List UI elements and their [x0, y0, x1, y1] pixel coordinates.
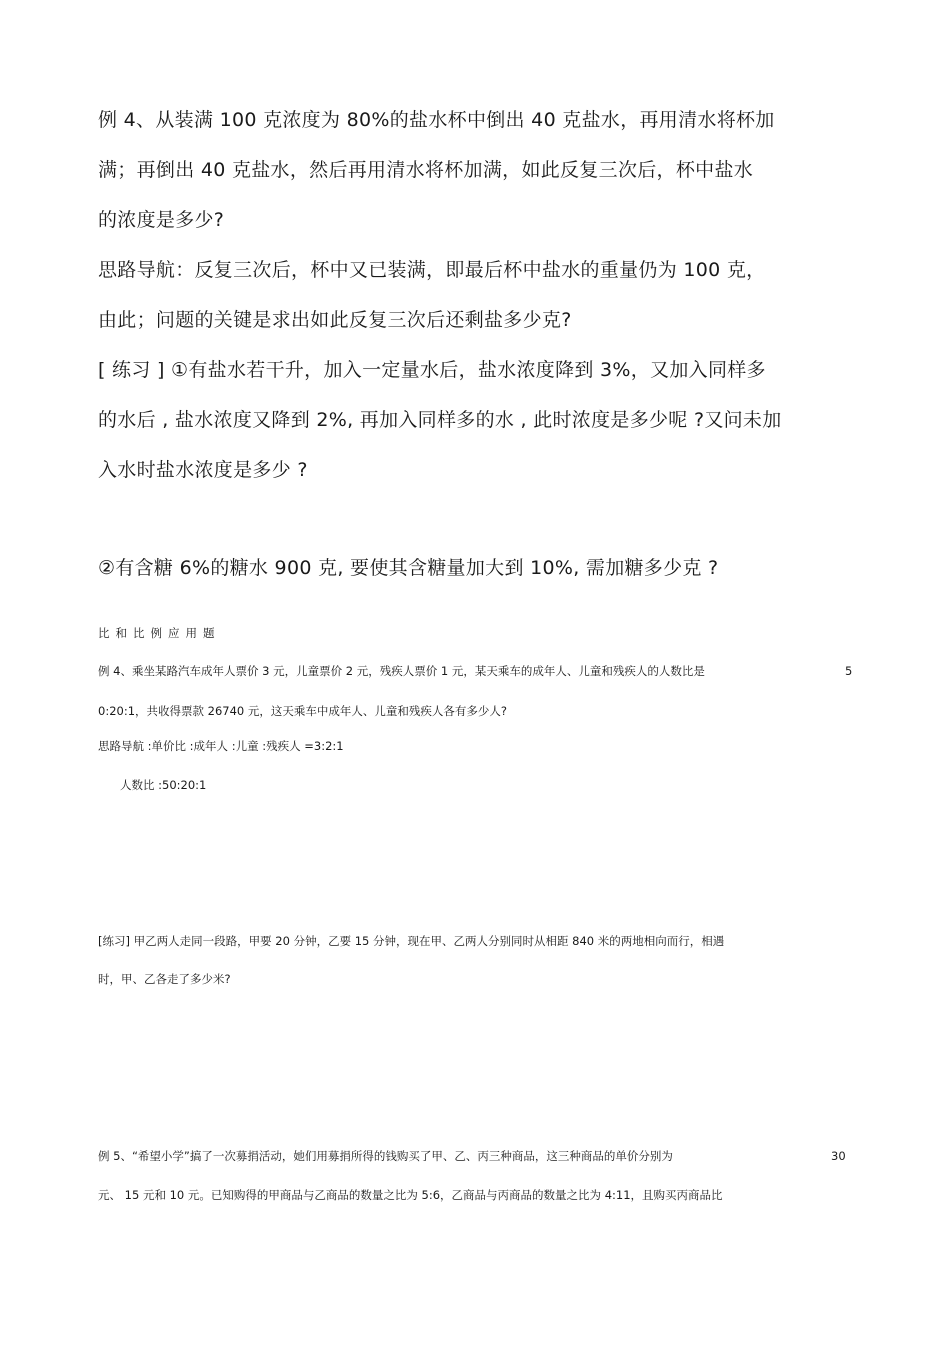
- example4-hint-line-1: 思路导航：反复三次后，杯中又已装满，即最后杯中盐水的重量仍为 100 克，: [98, 259, 766, 281]
- section-heading: 比和比例应用题: [98, 626, 221, 640]
- example4-hint-line-2: 由此；问题的关键是求出如此反复三次后还剩盐多少克?: [98, 309, 572, 331]
- example4-ratio-hint-2: 人数比 :50:20:1: [120, 778, 207, 792]
- example4-ratio-line-2: 0:20:1，共收得票款 26740 元，这天乘车中成年人、儿童和残疾人各有多少人?: [98, 704, 508, 718]
- example4-line-2: 满；再倒出 40 克盐水，然后再用清水将杯加满，如此反复三次后，杯中盐水: [98, 159, 754, 181]
- example4-line-3: 的浓度是多少?: [98, 209, 225, 231]
- practice-line-2: 的水后 , 盐水浓度又降到 2%, 再加入同样多的水 , 此时浓度是多少呢 ?又问未加: [98, 409, 782, 431]
- example4-line-1: 例 4、从装满 100 克浓度为 80%的盐水杯中倒出 40 克盐水，再用清水将杯加: [98, 109, 775, 131]
- example4-ratio-line-1-end: 5: [845, 664, 853, 678]
- example5-line-2: 元、 15 元和 10 元。已知购得的甲商品与乙商品的数量之比为 5:6，乙商品与丙商品的数量之比为 4:11，且购买丙商品比: [98, 1188, 723, 1202]
- practice-distance-line-1: [练习] 甲乙两人走同一段路，甲要 20 分钟，乙要 15 分钟，现在甲、乙两人分别同时从相距 840 米的两地相向而行，相遇: [98, 934, 725, 948]
- example4-ratio-line-1: 例 4、乘坐某路汽车成年人票价 3 元，儿童票价 2 元，残疾人票价 1 元，某天乘车的成年人、儿童和残疾人的人数比是: [98, 664, 705, 678]
- example4-ratio-hint-1: 思路导航 :单价比 :成年人 :儿童 :残疾人 =3:2:1: [98, 739, 344, 753]
- example5-line-1: 例 5、“希望小学”搞了一次募捐活动，她们用募捐所得的钱购买了甲、乙、丙三种商品，这三种商品的单价分别为: [98, 1149, 673, 1163]
- example5-line-1-end: 30: [831, 1149, 846, 1163]
- practice-line-3: 入水时盐水浓度是多少 ?: [98, 459, 308, 481]
- practice-distance-line-2: 时，甲、乙各走了多少米?: [98, 972, 231, 986]
- practice-line-1: [ 练习 ] ①有盐水若干升，加入一定量水后，盐水浓度降到 3%，又加入同样多: [98, 359, 766, 381]
- practice-line-4: ②有含糖 6%的糖水 900 克, 要使其含糖量加大到 10%, 需加糖多少克 ?: [98, 557, 719, 579]
